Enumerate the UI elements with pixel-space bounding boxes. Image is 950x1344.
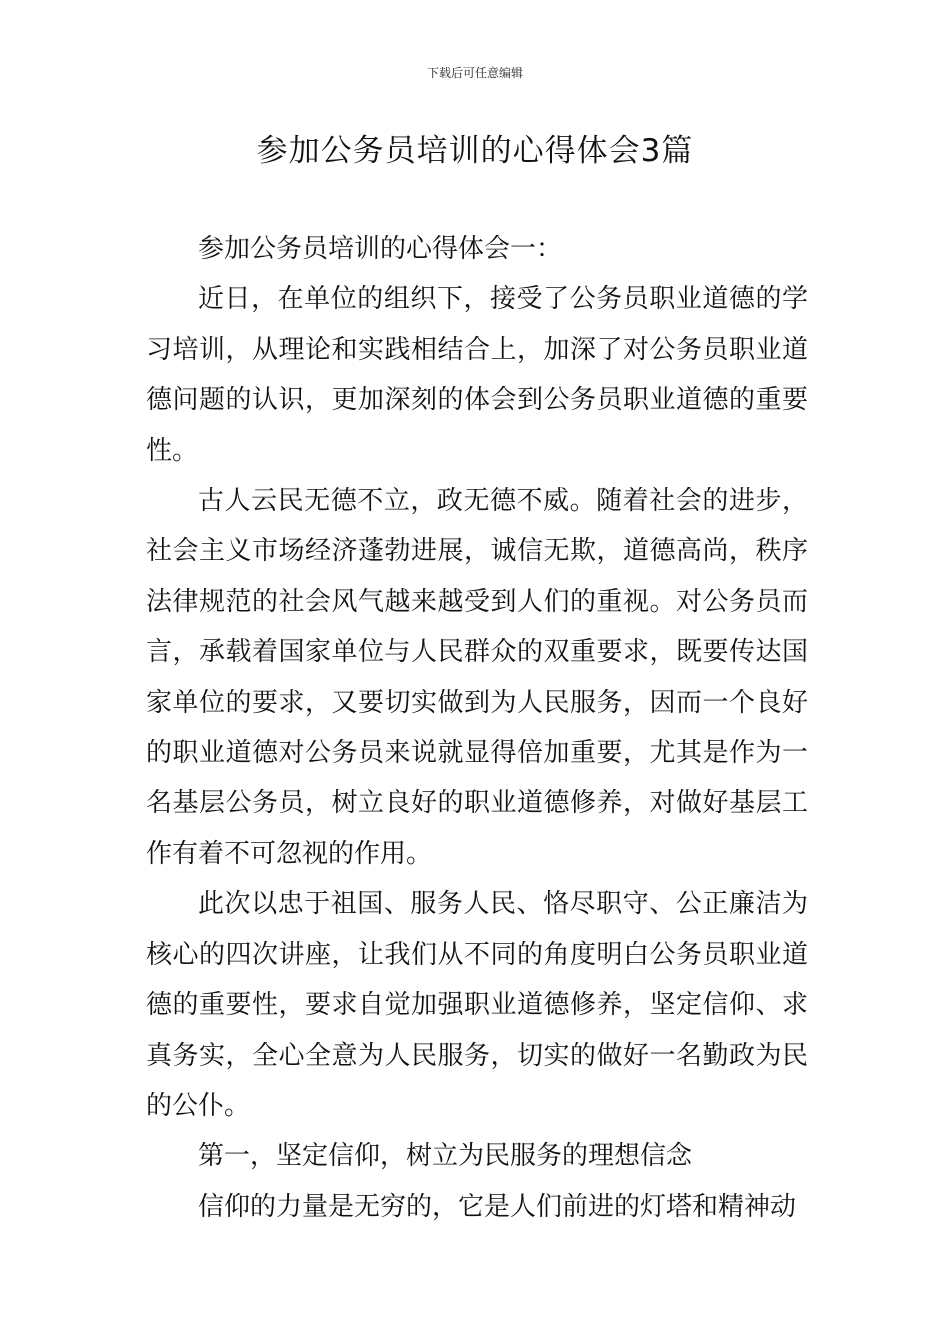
- paragraph-ancient-saying: 古人云民无德不立，政无德不威。随着社会的进步，社会主义市场经济蓬勃进展，诚信无欺，道德高尚，秩序法律规范的社会风气越来越受到人们的重视。对公务员而言，承载着国家单位与人民群众的双重要求，既要传达国家单位的要求，又要切实做到为人民服务，因而一个良好的职业道德对公务员来说就显得倍加重要，尤其是作为一名基层公务员，树立良好的职业道德修养，对做好基层工作有着不可忽视的作用。: [146, 486, 808, 869]
- paragraph-lectures: 此次以忠于祖国、服务人民、恪尽职守、公正廉洁为核心的四次讲座，让我们从不同的角度明白公务员职业道德的重要性，要求自觉加强职业道德修养，坚定信仰、求真务实，全心全意为人民服务，切实的做好一名勤政为民的公仆。: [146, 889, 808, 1121]
- paragraph-faith: 信仰的力量是无穷的，它是人们前进的灯塔和精神动: [198, 1191, 797, 1222]
- document-body: [146, 224, 808, 1232]
- document-title: 参加公务员培训的心得体会3篇: [256, 133, 694, 169]
- paragraph-intro: 近日，在单位的组织下，接受了公务员职业道德的学习培训，从理论和实践相结合上，加深了对公务员职业道德问题的认识，更加深刻的体会到公务员职业道德的重要性。: [146, 284, 808, 466]
- paragraph-section-heading-1: 参加公务员培训的心得体会一：: [198, 234, 563, 264]
- header-note: 下载后可任意编辑: [426, 66, 523, 80]
- paragraph-point-1-heading: 第一，坚定信仰，树立为民服务的理想信念: [198, 1141, 693, 1172]
